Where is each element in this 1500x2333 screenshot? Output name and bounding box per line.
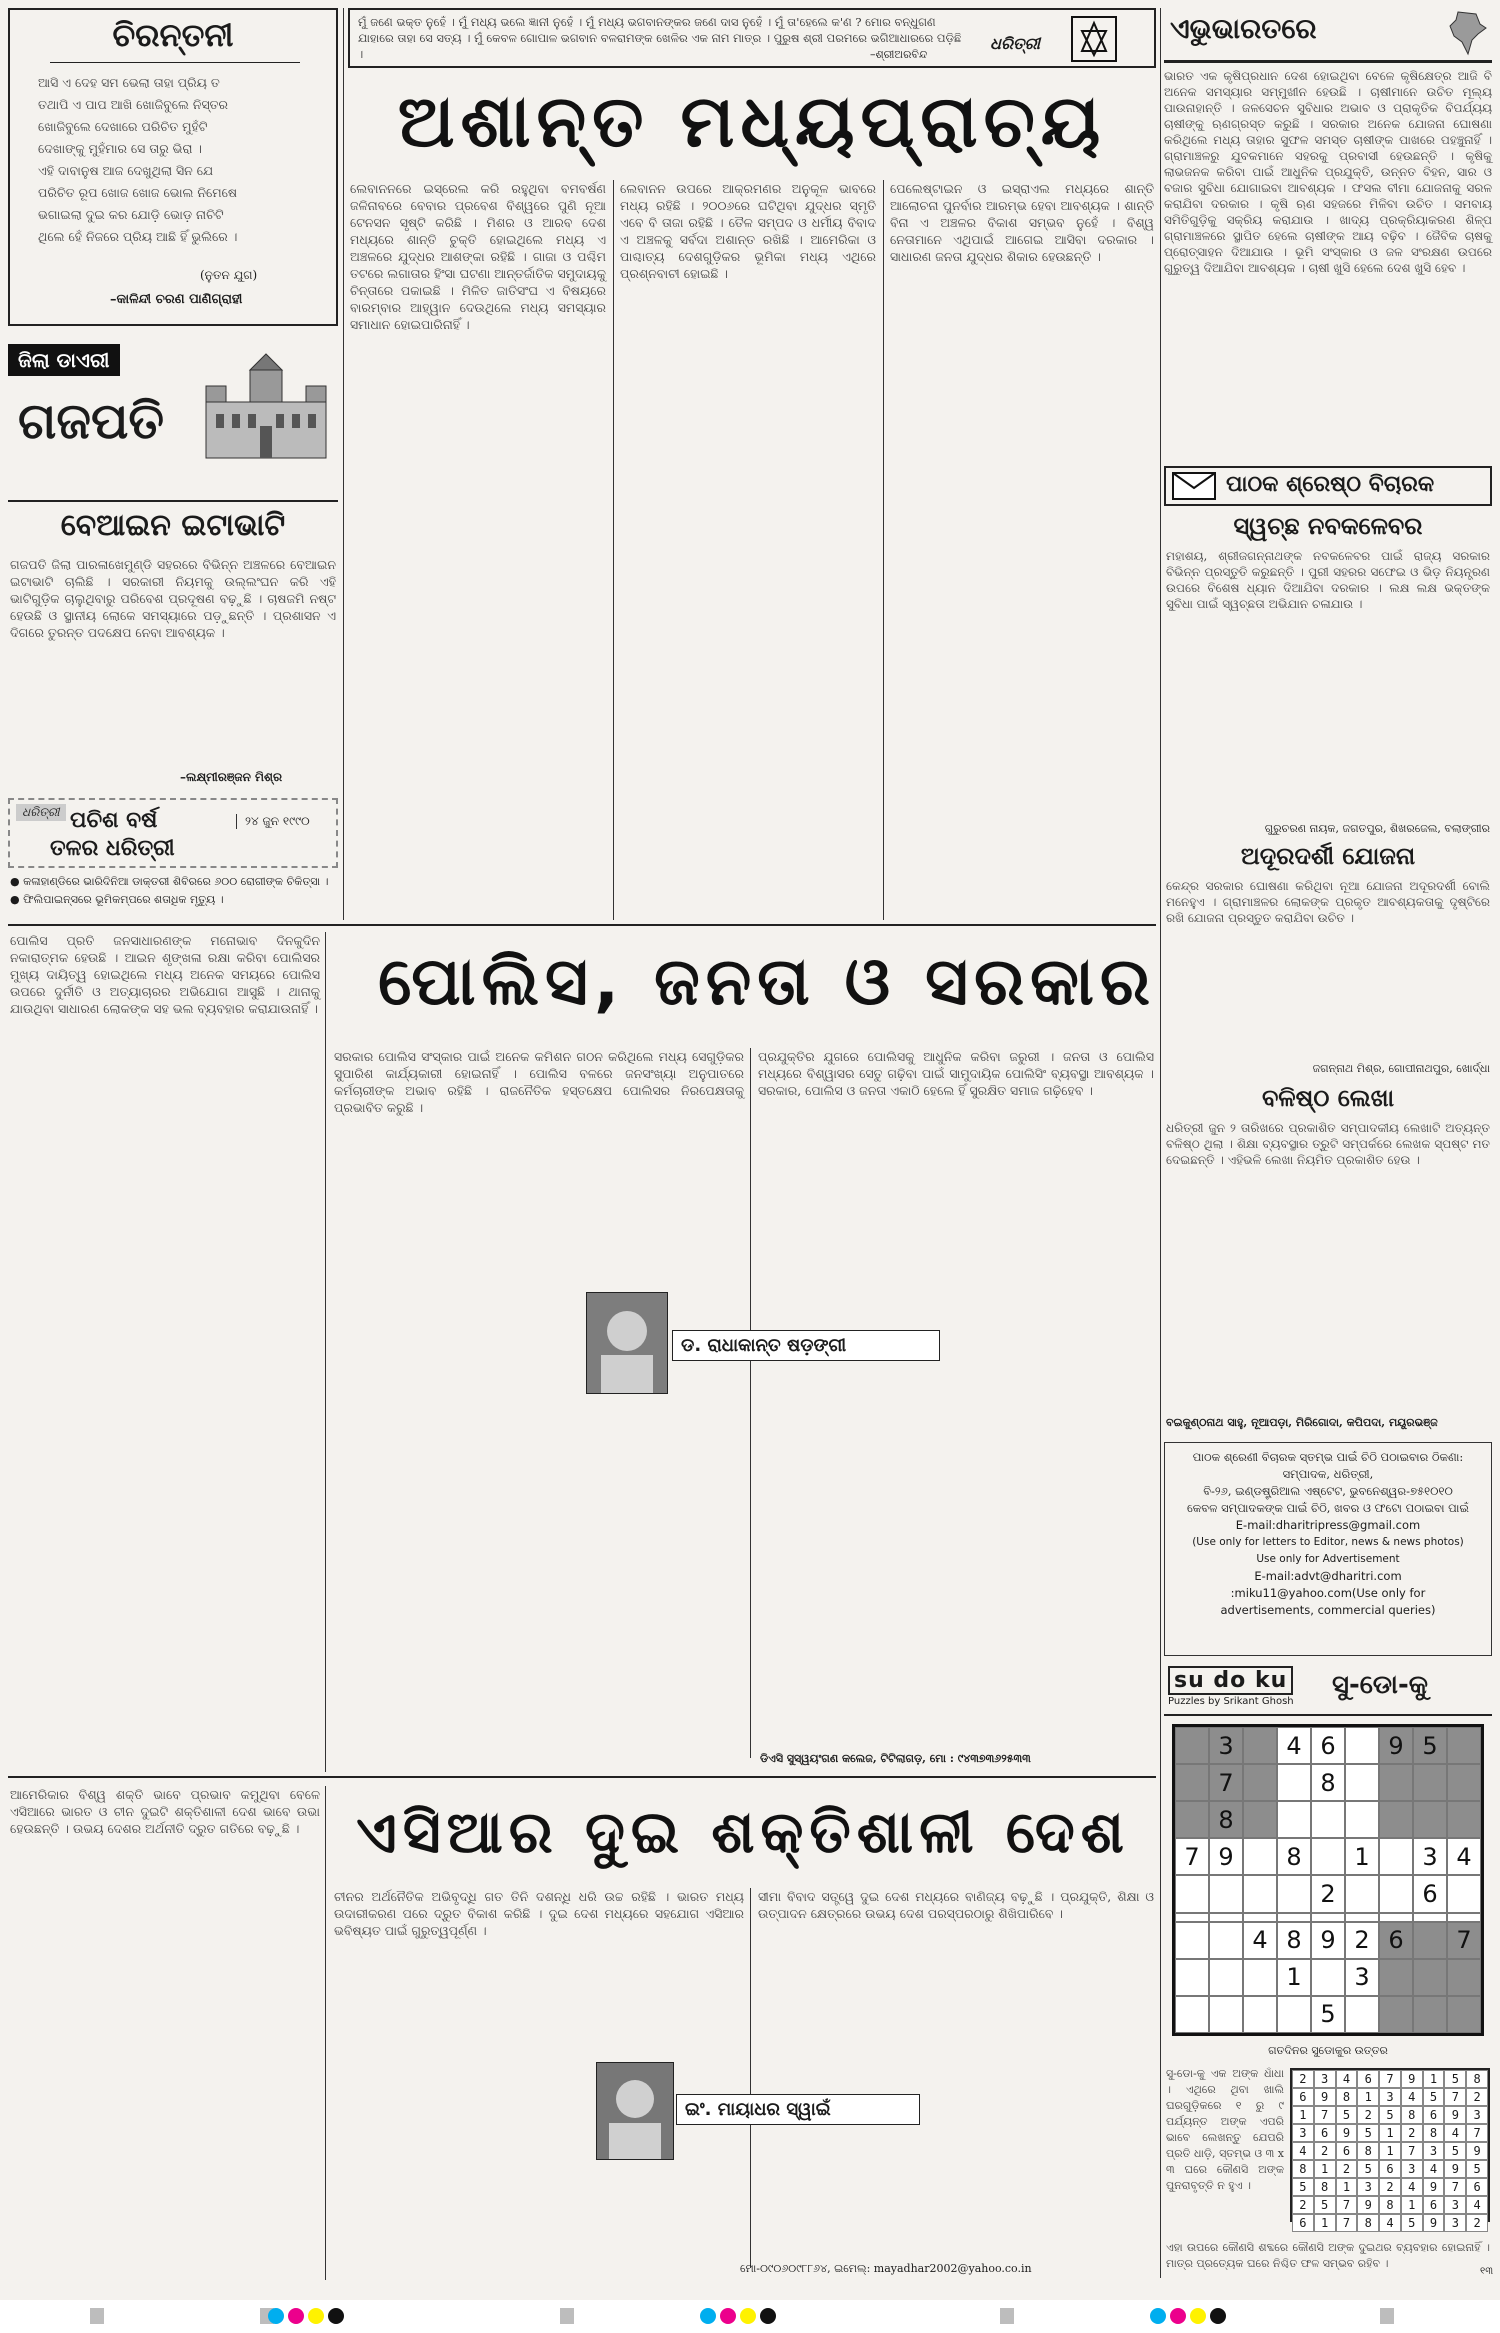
- letter-1-signature: ଗୁରୁଚରଣ ନାୟକ, ଜଗତପୁର, ଶିଖରଜେଲ, ବଲାଙ୍ଗୀର: [1264, 822, 1490, 835]
- sudoku-solution-cell: 5: [1357, 2124, 1379, 2142]
- sudoku-solution-cell: 7: [1444, 2088, 1466, 2106]
- sudoku-solution-cell: 9: [1357, 2196, 1379, 2214]
- sudoku-cell: [1277, 1801, 1311, 1838]
- black-reg-mark-icon: [328, 2308, 344, 2324]
- sudoku-solution-cell: 4: [1466, 2196, 1488, 2214]
- advt-email-label: Use only for Advertisement: [1256, 1553, 1400, 1565]
- sudoku-cell: [1345, 1764, 1379, 1801]
- sudoku-cell: [1379, 1959, 1413, 1996]
- chirantani-poem: ଆସି ଏ ଦେହ ସମ ଭେଲା ତାହା ପ୍ରିୟ ତ ତଥାପି ଏ ପାପ ଆଖି ଖୋଜିବୁଲେ ନିସ୍ତର ଖୋଜିବୁଲେ ଦେଖାରେ ପରିଚିତ ମୁହଁଟି ଦେଖାଙ୍କୁ ମୁହଁମାର ସେ ତାରୁ ଭିରା । ଏହି ଦାବାନୁଷ ଆଜ ଦେଖୁଥିଲା ସିନ ଯେ ପରିଚିତ ରୂପ ଖୋଜ ଖୋଜ ଭୋଲ ନିମେଷେ ଭଗାଇଲା ଦୁଇ କର ଯୋଡ଼ି ଭୋଡ଼ ନାଚିଟି ଥିଲେ ହେଁ ନିଜରେ ପ୍ରିୟ ଆଛି ହିଁ ଭୁଲିରେ ।: [38, 75, 238, 244]
- sudoku-solution-cell: 5: [1423, 2088, 1445, 2106]
- sudoku-solution-cell: 4: [1401, 2088, 1423, 2106]
- article-3-contact: ମୋ-୦୯୦୬୦୯୮୮୬୪, ଇମେଲ୍: mayadhar2002@yahoo.co.in: [740, 2262, 1032, 2275]
- sudoku-cell: [1175, 1922, 1209, 1959]
- sudoku-solution-cell: 4: [1423, 2160, 1445, 2178]
- chirantani-box: [8, 8, 338, 326]
- sudoku-solution-cell: 5: [1357, 2160, 1379, 2178]
- letter-3-title: ବଳିଷ୍ଠ ଲେଖା: [1261, 1084, 1395, 1112]
- pachisa-title-2: ତଳର ଧରିତ୍ରୀ: [50, 836, 175, 861]
- sudoku-cell: [1311, 1959, 1345, 1996]
- sudoku-cell: 8: [1311, 1764, 1345, 1801]
- sudoku-cell: [1175, 1875, 1209, 1912]
- sudoku-solution-cell: 6: [1423, 2196, 1445, 2214]
- sudoku-cell: [1447, 1959, 1481, 1996]
- sudoku-cell: 6: [1413, 1875, 1447, 1912]
- sudoku-solution-cell: 1: [1379, 2142, 1401, 2160]
- sudoku-cell: 1: [1345, 1838, 1379, 1875]
- sudoku-solution-cell: 6: [1292, 2214, 1314, 2232]
- sudoku-cell: [1345, 1913, 1379, 1922]
- sudoku-cell: [1413, 1996, 1447, 2033]
- article-1-col-1: ଲେବାନନରେ ଇସ୍ରେଲ କରି ରହୁଥିବା ବମବର୍ଷଣ ଜଳିନାବରେ ବେବାର ପ୍ରବେଶ ବିଶ୍ୱରେ ପୁଣି ନୂଆ ଟେନସନ ସୃଷ୍ଟି କରିଛି । ମିଶର ଓ ଆରବ ଦେଶ ମଧ୍ୟରେ ଶାନ୍ତି ଚୁକ୍ତି ହୋଇଥିଲେ ମଧ୍ୟ ଏ ଅଞ୍ଚଳରେ ଯୁଦ୍ଧର ଆଶଙ୍କା ରହିଛି । ଗାଜା ଓ ପଶ୍ଚିମ ତଟରେ ଲଗାତାର ହିଂସା ଘଟଣା ଆନ୍ତର୍ଜାତିକ ସମୁଦାୟକୁ ଚିନ୍ତାରେ ପକାଇଛି । ମିଳିତ ଜାତିସଂଘ ଏ ବିଷୟରେ ବାରମ୍ବାର ଆହ୍ୱାନ ଦେଉଥିଲେ ମଧ୍ୟ ସମସ୍ୟାର ସମାଧାନ ହୋଇପାରିନାହିଁ ।: [350, 181, 610, 332]
- sudoku-solution-cell: 7: [1379, 2070, 1401, 2088]
- sudoku-cell: [1243, 1838, 1277, 1875]
- sudoku-cell: [1379, 1913, 1413, 1922]
- district-name: ଗଜପତି: [18, 392, 164, 450]
- sudoku-solution-cell: 3: [1423, 2142, 1445, 2160]
- ajira-bharat-title: ଏଭୁଭାରତରେ: [1170, 12, 1317, 45]
- sudoku-solution-cell: 4: [1379, 2214, 1401, 2232]
- sudoku-cell: [1311, 1838, 1345, 1875]
- sudoku-cell: 3: [1413, 1838, 1447, 1875]
- sudoku-solution-cell: 1: [1357, 2088, 1379, 2106]
- sudoku-cell: [1209, 1959, 1243, 1996]
- jilla-diary-subhead: ବେଆଇନ ଇଟାଭାଟି: [60, 508, 286, 543]
- sudoku-cell: 5: [1311, 1996, 1345, 2033]
- article-2-headline: ପୋଲିସ, ଜନତା ଓ ସରକାର: [378, 943, 1156, 1020]
- pachisa-note-2: ● ଫିଲିପାଇନ୍ସରେ ଭୂମିକମ୍ପରେ ଶତାଧିକ ମୃତ୍ୟୁ ।: [10, 893, 224, 906]
- article-2-col-1: ପୋଲିସ ପ୍ରତି ଜନସାଧାରଣଙ୍କ ମନୋଭାବ ଦିନକୁଦିନ ନକାରାତ୍ମକ ହେଉଛି । ଆଇନ ଶୃଙ୍ଖଳା ରକ୍ଷା କରିବା ପୋଲିସର ମୁଖ୍ୟ ଦାୟିତ୍ୱ ହୋଇଥିଲେ ମଧ୍ୟ ଅନେକ ସମୟରେ ପୋଲିସ ଉପରେ ଦୁର୍ନୀତି ଓ ଅତ୍ୟାଚାରର ଅଭିଯୋଗ ଆସୁଛି । ଥାନାକୁ ଯାଉଥିବା ସାଧାରଣ ଲୋକଙ୍କ ସହ ଭଲ ବ୍ୟବହାର କରାଯାଉନାହିଁ ।: [10, 933, 324, 1016]
- sudoku-solution-cell: 1: [1379, 2124, 1401, 2142]
- letter-2-body: କେନ୍ଦ୍ର ସରକାର ଘୋଷଣା କରିଥିବା ନୂଆ ଯୋଜନା ଅଦୂରଦର୍ଶୀ ବୋଲି ମନେହୁଏ । ଗ୍ରାମାଞ୍ଚଳର ଲୋକଙ୍କ ପ୍ରକୃତ ଆବଶ୍ୟକତାକୁ ଦୃଷ୍ଟିରେ ରଖି ଯୋଜନା ପ୍ରସ୍ତୁତ କରାଯିବା ଉଚିତ ।: [1166, 879, 1494, 925]
- letter-3-body: ଧରିତ୍ରୀ ଜୁନ ୨ ତାରିଖରେ ପ୍ରକାଶିତ ସମ୍ପାଦକୀୟ ଲେଖାଟି ଅତ୍ୟନ୍ତ ବଳିଷ୍ଠ ଥିଲା । ଶିକ୍ଷା ବ୍ୟବସ୍ଥାର ତ୍ରୁଟି ସମ୍ପର୍କରେ ଲେଖକ ସ୍ପଷ୍ଟ ମତ ଦେଇଛନ୍ତି । ଏହିଭଳି ଲେଖା ନିୟମିତ ପ୍ରକାଶିତ ହେଉ ।: [1166, 1121, 1494, 1167]
- pathaka-title: ପାଠକ ଶ୍ରେଷ୍ଠ ବିଚାରକ: [1226, 472, 1435, 497]
- sudoku-cell: 1: [1277, 1959, 1311, 1996]
- sudoku-cell: 2: [1345, 1922, 1379, 1959]
- sudoku-cell: [1345, 1875, 1379, 1912]
- ajira-bharat-header: [1164, 8, 1492, 63]
- contact-line-3: କେବଳ ସମ୍ପାଦକଙ୍କ ପାଇଁ ଚିଠି, ଖବର ଓ ଫଟୋ ପଠାଇବା ପାଇଁ: [1187, 1501, 1469, 1515]
- sudoku-cell: [1209, 1913, 1243, 1922]
- sudoku-solution-cell: 5: [1401, 2214, 1423, 2232]
- sudoku-solution-cell: 6: [1292, 2088, 1314, 2106]
- chirantani-poet: –କାଳିନ୍ଦୀ ଚରଣ ପାଣିଗ୍ରାହୀ: [110, 292, 243, 307]
- sudoku-cell: [1345, 1996, 1379, 2033]
- sudoku-cell: [1243, 1996, 1277, 2033]
- sudoku-header: [1164, 1664, 1492, 1716]
- sudoku-cell: [1447, 1913, 1481, 1922]
- sudoku-solution-cell: 5: [1336, 2106, 1358, 2124]
- sudoku-solution-cell: 2: [1379, 2178, 1401, 2196]
- pachisa-barsha-box: [8, 798, 338, 868]
- envelope-icon: [1172, 472, 1216, 500]
- sudoku-cell: [1243, 1764, 1277, 1801]
- article-2-author: ଡ. ରାଧାକାନ୍ତ ଷଡ଼ଙ୍ଗୀ: [672, 1330, 940, 1361]
- cyan-reg-mark-icon: [268, 2308, 284, 2324]
- editor-email-note: (Use only for letters to Editor, news & news photos): [1192, 1536, 1464, 1548]
- chirantani-source: (ନୁତନ ଯୁଗ): [200, 268, 258, 282]
- sudoku-solution-cell: 2: [1401, 2124, 1423, 2142]
- sudoku-solution-cell: 9: [1444, 2160, 1466, 2178]
- article-3-col-2: ଚୀନର ଅର୍ଥନୈତିକ ଅଭିବୃଦ୍ଧି ଗତ ତିନି ଦଶନ୍ଧି ଧରି ଉଚ୍ଚ ରହିଛି । ଭାରତ ମଧ୍ୟ ଉଦାରୀକରଣ ପରେ ଦ୍ରୁତ ବିକାଶ କରିଛି । ଦୁଇ ଦେଶ ମଧ୍ୟରେ ସହଯୋଗ ଏସିଆର ଭବିଷ୍ୟତ ପାଇଁ ଗୁରୁତ୍ୱପୂର୍ଣ୍ଣ ।: [334, 1889, 748, 1938]
- sudoku-cell: [1379, 1996, 1413, 2033]
- sudoku-solution-cell: 3: [1466, 2106, 1488, 2124]
- jilla-diary-box: [8, 344, 338, 494]
- author-photo-asia: [596, 2062, 674, 2160]
- registration-strip: [0, 2300, 1500, 2333]
- sudoku-solution-cell: 8: [1379, 2196, 1401, 2214]
- sudoku-cell: [1277, 1875, 1311, 1912]
- sudoku-cell: [1413, 1913, 1447, 1922]
- sudoku-cell: [1413, 1764, 1447, 1801]
- sudoku-solution-cell: 6: [1379, 2160, 1401, 2178]
- sudoku-solution-cell: 9: [1423, 2214, 1445, 2232]
- advt-email-2[interactable]: :miku11@yahoo.com(Use only for: [1230, 1586, 1426, 1600]
- dharitri-logo: ଧରିତ୍ରୀ: [990, 34, 1040, 53]
- sudoku-solution-cell: 3: [1401, 2160, 1423, 2178]
- sudoku-cell: 5: [1413, 1727, 1447, 1764]
- letter-1-title: ସ୍ୱଚ୍ଛ ନବକଳେବର: [1233, 512, 1423, 540]
- masthead-quote-attribution: –ଶ୍ରୀଅରବିନ୍ଦ: [870, 48, 928, 61]
- sudoku-solution-cell: 3: [1292, 2124, 1314, 2142]
- sudoku-solution-cell: 4: [1444, 2124, 1466, 2142]
- sudoku-solution-cell: 5: [1314, 2196, 1336, 2214]
- sudoku-cell: [1243, 1875, 1277, 1912]
- masthead-quote-box: [348, 8, 1156, 68]
- sudoku-solution-cell: 7: [1314, 2106, 1336, 2124]
- sudoku-cell: [1243, 1913, 1277, 1922]
- sudoku-instructions: ସୁ-ଡୋ-କୁ ଏକ ଅଙ୍କ ଧାଁଧା । ଏଥିରେ ଥିବା ଖାଲି ଘରଗୁଡ଼ିକରେ ୧ ରୁ ୯ ପର୍ଯ୍ୟନ୍ତ ଅଙ୍କ ଏପରି ଭାବେ ଲେଖନ୍ତୁ ଯେପରି ପ୍ରତି ଧାଡ଼ି, ସ୍ତମ୍ଭ ଓ ୩ x ୩ ଘରେ କୌଣସି ଅଙ୍କ ପୁନରାବୃତ୍ତି ନ ହୁଏ ।: [1166, 2067, 1288, 2192]
- advt-email-2-note: advertisements, commercial queries): [1220, 1603, 1436, 1617]
- sudoku-cell: 2: [1311, 1875, 1345, 1912]
- sudoku-solution-cell: 2: [1357, 2106, 1379, 2124]
- sudoku-solution-cell: 2: [1292, 2196, 1314, 2214]
- sudoku-solution-cell: 1: [1401, 2196, 1423, 2214]
- sudoku-cell: [1447, 1764, 1481, 1801]
- jilla-diary-label: ଜିଲା ଡାଏରୀ: [8, 344, 120, 376]
- sudoku-solution-cell: 9: [1423, 2178, 1445, 2196]
- sudoku-solution-cell: 9: [1466, 2142, 1488, 2160]
- sudoku-cell: [1277, 1913, 1311, 1922]
- sudoku-byline: Puzzles by Srikant Ghosh: [1168, 1696, 1294, 1707]
- article-3-author: ଇଂ. ମାୟାଧର ସ୍ୱାଇଁ: [676, 2094, 920, 2125]
- sudoku-logo: su do ku: [1168, 1666, 1293, 1695]
- sudoku-cell: [1379, 1764, 1413, 1801]
- magenta-reg-mark-icon: [288, 2308, 304, 2324]
- sudoku-solution-cell: 9: [1444, 2106, 1466, 2124]
- sudoku-odia-title: ସୁ-ଡୋ-କୁ: [1332, 1670, 1428, 1700]
- sudoku-solution-cell: 7: [1336, 2214, 1358, 2232]
- sudoku-solution-cell: 8: [1466, 2070, 1488, 2088]
- sudoku-cell: [1209, 1922, 1243, 1959]
- contact-line-2: ବି-୨୬, ଇଣ୍ଡଷ୍ଟ୍ରିଆଲ ଏଷ୍ଟେଟ, ଭୁବନେଶ୍ୱର-୭୫୧୦୧୦: [1203, 1484, 1453, 1498]
- masthead-quote-text: ମୁଁ ଜଣେ ଭକ୍ତ ନୁହେଁ । ମୁଁ ମଧ୍ୟ ଭଲେ ଜ୍ଞାନୀ ନୁହେଁ । ମୁଁ ମଧ୍ୟ ଭଗବାନଙ୍କର ଜଣେ ଦାସ ନୁହେଁ । ମୁଁ ତା'ହେଲେ କ'ଣ ? ମୋର ବନ୍ଧୁଗଣ ଯାହାରେ ତାହା ସେ ସତ୍ୟ । ମୁଁ କେବଳ ଗୋପାଳ ଭଗବାନ ବଳରାମଙ୍କ ଖେଳିର ଏକ ନାମ ମାତ୍ର । ପୁରୁଷ ଶ୍ରୀ ପରମରେ ଭଗିଆଧାରରେ ପଡ଼ିଛି ।: [358, 15, 962, 61]
- sudoku-cell: [1447, 1875, 1481, 1912]
- contact-intro: ପାଠକ ଶ୍ରେଣୀ ବିଚାରକ ସ୍ତମ୍ଭ ପାଇଁ ଚିଠି ପଠାଇବାର ଠିକଣା:: [1192, 1450, 1464, 1464]
- ajira-bharat-body: ଭାରତ ଏକ କୃଷିପ୍ରଧାନ ଦେଶ ହୋଇଥିବା ବେଳେ କୃଷିକ୍ଷେତ୍ର ଆଜି ବି ଅନେକ ସମସ୍ୟାର ସମ୍ମୁଖୀନ ହେଉଛି । ଚାଷୀମାନେ ଉଚିତ ମୂଲ୍ୟ ପାଉନାହାନ୍ତି । ଜଳସେଚନ ସୁବିଧାର ଅଭାବ ଓ ପ୍ରାକୃତିକ ବିପର୍ଯ୍ୟୟ ଚାଷୀଙ୍କୁ ଋଣଗ୍ରସ୍ତ କରୁଛି । ସରକାର ଅନେକ ଯୋଜନା ଘୋଷଣା କରିଥିଲେ ମଧ୍ୟ ତାହାର ସୁଫଳ ସମସ୍ତ ଚାଷୀଙ୍କ ପାଖରେ ପହଞ୍ଚୁନାହିଁ । ଗ୍ରାମାଞ୍ଚଳରୁ ଯୁବକମାନେ ସହରକୁ ପ୍ରବାସୀ ହେଉଛନ୍ତି । କୃଷିକୁ ଲାଭଜନକ କରିବା ପାଇଁ ଆଧୁନିକ ପ୍ରଯୁକ୍ତି, ଉନ୍ନତ ବିହନ, ସାର ଓ ବଜାର ସୁବିଧା ଯୋଗାଇବା ଆବଶ୍ୟକ । ଫସଲ ବୀମା ଯୋଜନାକୁ ସରଳ କରାଯିବା ଦରକାର । କୃଷି ଋଣ ସହଜରେ ମିଳିବା ଉଚିତ । ସମବାୟ ସମିତିଗୁଡ଼ିକୁ ସକ୍ରିୟ କରାଯାଉ । ଖାଦ୍ୟ ପ୍ରକ୍ରିୟାକରଣ ଶିଳ୍ପ ଗ୍ରାମାଞ୍ଚଳରେ ସ୍ଥାପିତ ହେଲେ ଚାଷୀଙ୍କ ଆୟ ବଢ଼ିବ । ଜୈବିକ ଚାଷକୁ ପ୍ରୋତ୍ସାହନ ଦିଆଯାଉ । ଭୂମି ସଂସ୍କାର ଓ ଜଳ ସଂରକ୍ଷଣ ଉପରେ ଗୁରୁତ୍ୱ ଦିଆଯିବା ଆବଶ୍ୟକ । ଚାଷୀ ଖୁସି ହେଲେ ଦେଶ ଖୁସି ହେବ ।: [1164, 69, 1496, 275]
- sudoku-cell: [1243, 1727, 1277, 1764]
- sudoku-cell: 4: [1243, 1922, 1277, 1959]
- page-number: ୧୩: [1480, 2266, 1494, 2277]
- sudoku-solution-cell: 3: [1379, 2088, 1401, 2106]
- sudoku-cell: 7: [1175, 1838, 1209, 1875]
- sudoku-solution-cell: 3: [1444, 2214, 1466, 2232]
- sudoku-cell: 8: [1277, 1922, 1311, 1959]
- sudoku-cell: [1379, 1801, 1413, 1838]
- sudoku-solution-cell: 2: [1336, 2160, 1358, 2178]
- article-2-col-2: ସରକାର ପୋଲିସ ସଂସ୍କାର ପାଇଁ ଅନେକ କମିଶନ ଗଠନ କରିଥିଲେ ମଧ୍ୟ ସେଗୁଡ଼ିକର ସୁପାରିଶ କାର୍ଯ୍ୟକାରୀ ହୋଇନାହିଁ । ପୋଲିସ ବଳରେ ଜନସଂଖ୍ୟା ଅନୁପାତରେ କର୍ମଚାରୀଙ୍କ ଅଭାବ ରହିଛି । ରାଜନୈତିକ ହସ୍ତକ୍ଷେପ ପୋଲିସର ନିରପେକ୍ଷତାକୁ ପ୍ରଭାବିତ କରୁଛି ।: [334, 1049, 748, 1115]
- chirantani-title: ଚିରନ୍ତନୀ: [112, 16, 234, 54]
- sudoku-solution-cell: 8: [1401, 2106, 1423, 2124]
- sudoku-cell: 9: [1311, 1922, 1345, 1959]
- sudoku-cell: [1243, 1801, 1277, 1838]
- sudoku-solution-cell: 8: [1314, 2178, 1336, 2196]
- sudoku-cell: [1447, 1996, 1481, 2033]
- sudoku-cell: 8: [1277, 1838, 1311, 1875]
- jilla-diary-author: –ଲକ୍ଷ୍ମୀରଞ୍ଜନ ମିଶ୍ର: [180, 770, 283, 784]
- sudoku-cell: 6: [1379, 1922, 1413, 1959]
- sudoku-solution-cell: 7: [1466, 2124, 1488, 2142]
- sudoku-solution-cell: 9: [1401, 2070, 1423, 2088]
- article-2-author-address: ଡିଏସି ସୁସ୍ୱୟଂଗଣ କଲେଜ, ଟିଟିଲାଗଡ଼, ମୋ : ୯୪୩୭୩୬୨୫୩୩: [760, 1752, 1031, 1765]
- sudoku-solution-grid: [1290, 2068, 1490, 2230]
- pachisa-note-1: ● କଳାହାଣ୍ଡିରେ ଭାରିଦିନିଆ ଡାକ୍ତରୀ ଶିବିରରେ ୬୦୦ ରୋଗୀଙ୍କ ଚିକିତ୍ସା ।: [10, 875, 329, 888]
- sudoku-answer-caption: ଗତଦିନର ସୁଡୋକୁର ଉତ୍ତର: [1268, 2044, 1388, 2057]
- sudoku-cell: [1447, 1801, 1481, 1838]
- sudoku-cell: [1447, 1727, 1481, 1764]
- sudoku-cell: 4: [1277, 1727, 1311, 1764]
- sudoku-solution-cell: 6: [1336, 2142, 1358, 2160]
- star-emblem-icon: [1068, 15, 1120, 63]
- sudoku-cell: 7: [1209, 1764, 1243, 1801]
- sudoku-solution-cell: 8: [1357, 2142, 1379, 2160]
- sudoku-solution-cell: 1: [1314, 2214, 1336, 2232]
- india-map-icon: [1446, 10, 1488, 56]
- letter-1-body: ମହାଶୟ, ଶ୍ରୀଜଗନ୍ନାଥଙ୍କ ନବକଳେବର ପାଇଁ ରାଜ୍ୟ ସରକାର ବିଭିନ୍ନ ପ୍ରସ୍ତୁତି କରୁଛନ୍ତି । ପୁରୀ ସହରର ସଫେଇ ଓ ଭିଡ଼ ନିୟନ୍ତ୍ରଣ ଉପରେ ବିଶେଷ ଧ୍ୟାନ ଦିଆଯିବା ଦରକାର । ଲକ୍ଷ ଲକ୍ଷ ଭକ୍ତଙ୍କ ସୁବିଧା ପାଇଁ ସ୍ୱଚ୍ଛତା ଅଭିଯାନ ଚଳାଯାଉ ।: [1166, 549, 1494, 611]
- pachisa-date: ୨୪ ଜୁନ ୧୯୯୦: [236, 814, 335, 829]
- sudoku-solution-cell: 2: [1292, 2070, 1314, 2088]
- sudoku-solution-cell: 5: [1444, 2142, 1466, 2160]
- author-photo-polish: [586, 1292, 668, 1394]
- sudoku-solution-cell: 8: [1336, 2088, 1358, 2106]
- sudoku-solution-cell: 7: [1401, 2142, 1423, 2160]
- sudoku-solution-cell: 8: [1292, 2160, 1314, 2178]
- pathaka-header: [1164, 466, 1492, 506]
- sudoku-solution-cell: 5: [1444, 2070, 1466, 2088]
- sudoku-solution-cell: 5: [1379, 2106, 1401, 2124]
- pachisa-title-1: ପଚିଶ ବର୍ଷ: [70, 808, 158, 833]
- sudoku-solution-cell: 6: [1423, 2106, 1445, 2124]
- sudoku-solution-cell: 1: [1292, 2106, 1314, 2124]
- sudoku-solution-cell: 1: [1423, 2070, 1445, 2088]
- jilla-diary-body: ଗଜପତି ଜିଲା ପାରଳାଖେମୁଣ୍ଡି ସହରରେ ବିଭିନ୍ନ ଅଞ୍ଚଳରେ ବେଆଇନ ଇଟାଭାଟି ଚାଲିଛି । ସରକାରୀ ନିୟମକୁ ଉଲ୍ଲଂଘନ କରି ଏହି ଭାଟିଗୁଡ଼ିକ ଚାଲୁଥିବାରୁ ପରିବେଶ ପ୍ରଦୂଷଣ ବଢ଼ୁଛି । ଚାଷଜମି ନଷ୍ଟ ହେଉଛି ଓ ସ୍ଥାନୀୟ ଲୋକେ ସମସ୍ୟାରେ ପଡ଼ୁଛନ୍ତି । ପ୍ରଶାସନ ଏ ଦିଗରେ ତୁରନ୍ତ ପଦକ୍ଷେପ ନେବା ଆବଶ୍ୟକ ।: [10, 557, 340, 640]
- sudoku-cell: [1311, 1801, 1345, 1838]
- sudoku-cell: [1175, 1727, 1209, 1764]
- sudoku-cell: 7: [1447, 1922, 1481, 1959]
- letter-3-signature: ବଇକୁଣ୍ଠନାଥ ସାହୁ, ନୂଆପଡ଼ା, ମିରିଗୋଦା, କପିପଦା, ମୟୂରଭଞ୍ଜ: [1166, 1416, 1438, 1429]
- sudoku-solution-cell: 3: [1357, 2178, 1379, 2196]
- contact-line-1: ସମ୍ପାଦକ, ଧରିତ୍ରୀ,: [1282, 1467, 1374, 1481]
- sudoku-solution-cell: 2: [1314, 2142, 1336, 2160]
- sudoku-solution-cell: 4: [1336, 2070, 1358, 2088]
- sudoku-footer-note: ଏହା ଉପରେ କୌଣସି ଶବ୍ଦରେ କୌଣସି ଅଙ୍କ ଦୁଇଥର ବ୍ୟବହାର ହୋଇନାହିଁ । ମାତ୍ର ପ୍ରତ୍ୟେକ ଘରେ ନିଶ୍ଚିତ ଫଳ ସମ୍ଭବ ରହିବ ।: [1166, 2241, 1494, 2270]
- sudoku-cell: [1345, 1801, 1379, 1838]
- sudoku-cell: 4: [1447, 1838, 1481, 1875]
- sudoku-cell: [1209, 1996, 1243, 2033]
- pachisa-badge: ଧରିତ୍ରୀ: [16, 804, 66, 821]
- sudoku-solution-cell: 3: [1444, 2196, 1466, 2214]
- article-3-col-1: ଆମେରିକାର ବିଶ୍ୱ ଶକ୍ତି ଭାବେ ପ୍ରଭାବ କମୁଥିବା ବେଳେ ଏସିଆରେ ଭାରତ ଓ ଚୀନ ଦୁଇଟି ଶକ୍ତିଶାଳୀ ଦେଶ ଭାବେ ଉଭା ହେଉଛନ୍ତି । ଉଭୟ ଦେଶର ଅର୍ଥନୀତି ଦ୍ରୁତ ଗତିରେ ବଢ଼ୁଛି ।: [10, 1787, 324, 1836]
- sudoku-cell: [1413, 1959, 1447, 1996]
- sudoku-cell: [1413, 1922, 1447, 1959]
- article-2-col-3: ପ୍ରଯୁକ୍ତିର ଯୁଗରେ ପୋଲିସକୁ ଆଧୁନିକ କରିବା ଜରୁରୀ । ଜନତା ଓ ପୋଲିସ ମଧ୍ୟରେ ବିଶ୍ୱାସର ସେତୁ ଗଢ଼ିବା ପାଇଁ ସାମୁଦାୟିକ ପୋଲିସିଂ ବ୍ୟବସ୍ଥା ଆବଶ୍ୟକ । ସରକାର, ପୋଲିସ ଓ ଜନତା ଏକାଠି ହେଲେ ହିଁ ସୁରକ୍ଷିତ ସମାଜ ଗଢ଼ିହେବ ।: [758, 1049, 1158, 1098]
- sudoku-solution-cell: 8: [1357, 2214, 1379, 2232]
- sudoku-solution-cell: 9: [1314, 2088, 1336, 2106]
- advt-email[interactable]: E-mail:advt@dharitri.com: [1254, 1569, 1402, 1583]
- sudoku-cell: 8: [1209, 1801, 1243, 1838]
- contact-box: [1164, 1442, 1492, 1656]
- sudoku-cell: [1413, 1801, 1447, 1838]
- editor-email[interactable]: E-mail:dharitripress@gmail.com: [1235, 1518, 1421, 1532]
- sudoku-solution-cell: 3: [1314, 2070, 1336, 2088]
- sudoku-cell: 6: [1311, 1727, 1345, 1764]
- letter-2-signature: ଜଗନ୍ନାଥ ମିଶ୍ର, ଗୋପୀନାଥପୁର, ଖୋର୍ଦ୍ଧା: [1312, 1062, 1490, 1075]
- sudoku-cell: [1243, 1959, 1277, 1996]
- article-1-headline: ଅଶାନ୍ତ ମଧ୍ୟପ୍ରାଚ୍ୟ: [397, 79, 1107, 163]
- sudoku-solution-cell: 4: [1292, 2142, 1314, 2160]
- yellow-reg-mark-icon: [308, 2308, 324, 2324]
- article-1-col-3: ପେଲେଷ୍ଟାଇନ ଓ ଇସ୍ରାଏଲ ମଧ୍ୟରେ ଶାନ୍ତି ଆଲୋଚନା ପୁନର୍ବାର ଆରମ୍ଭ ହେବା ଆବଶ୍ୟକ । ଶାନ୍ତି ବିନା ଏ ଅଞ୍ଚଳର ବିକାଶ ସମ୍ଭବ ନୁହେଁ । ବିଶ୍ୱ ନେତାମାନେ ଏଥିପାଇଁ ଆଗେଇ ଆସିବା ଦରକାର । ସାଧାରଣ ଜନତା ଯୁଦ୍ଧର ଶିକାର ହେଉଛନ୍ତି ।: [890, 181, 1158, 264]
- sudoku-cell: [1175, 1801, 1209, 1838]
- sudoku-solution-cell: 8: [1423, 2124, 1445, 2142]
- article-1-col-2: ଲେବାନନ ଉପରେ ଆକ୍ରମଣର ଅନୁକୂଳ ଭାବରେ ମଧ୍ୟ ରହିଛି । ୨୦୦୬ରେ ଘଟିଥିବା ଯୁଦ୍ଧର ସ୍ମୃତି ଏବେ ବି ତାଜା ରହିଛି । ତୈଳ ସମ୍ପଦ ଓ ଧର୍ମୀୟ ବିବାଦ ଏ ଅଞ୍ଚଳକୁ ସର୍ବଦା ଅଶାନ୍ତ ରଖିଛି । ଆମେରିକା ଓ ପାଶ୍ଚାତ୍ୟ ଦେଶଗୁଡ଼ିକର ଭୂମିକା ମଧ୍ୟ ଏଥିରେ ପ୍ରଶ୍ନବାଚୀ ହୋଇଛି ।: [620, 181, 880, 281]
- article-3-headline: ଏସିଆର ଦୁଇ ଶକ୍ତିଶାଳୀ ଦେଶ: [356, 1798, 1130, 1866]
- sudoku-solution-cell: 9: [1336, 2124, 1358, 2142]
- sudoku-cell: [1277, 1996, 1311, 2033]
- sudoku-cell: 3: [1209, 1727, 1243, 1764]
- sudoku-solution-cell: 5: [1466, 2160, 1488, 2178]
- sudoku-solution-cell: 6: [1314, 2124, 1336, 2142]
- sudoku-cell: 9: [1379, 1727, 1413, 1764]
- sudoku-solution-cell: 7: [1336, 2196, 1358, 2214]
- sudoku-solution-cell: 7: [1444, 2178, 1466, 2196]
- sudoku-cell: [1175, 1959, 1209, 1996]
- sudoku-cell: [1175, 1996, 1209, 2033]
- sudoku-cell: [1175, 1764, 1209, 1801]
- sudoku-cell: [1345, 1727, 1379, 1764]
- sudoku-grid: [1172, 1724, 1484, 2036]
- article-3-col-3: ସୀମା ବିବାଦ ସତ୍ତ୍ୱେ ଦୁଇ ଦେଶ ମଧ୍ୟରେ ବାଣିଜ୍ୟ ବଢ଼ୁଛି । ପ୍ରଯୁକ୍ତି, ଶିକ୍ଷା ଓ ଉତ୍ପାଦନ କ୍ଷେତ୍ରରେ ଉଭୟ ଦେଶ ପରସ୍ପରଠାରୁ ଶିଖିପାରିବେ ।: [758, 1889, 1158, 1921]
- sudoku-cell: [1175, 1913, 1209, 1922]
- sudoku-solution-cell: 6: [1466, 2178, 1488, 2196]
- sudoku-cell: [1379, 1875, 1413, 1912]
- sudoku-solution-cell: 1: [1314, 2160, 1336, 2178]
- building-illustration-icon: [198, 352, 334, 462]
- sudoku-solution-cell: 4: [1401, 2178, 1423, 2196]
- sudoku-cell: 9: [1209, 1838, 1243, 1875]
- sudoku-solution-cell: 1: [1336, 2178, 1358, 2196]
- sudoku-solution-cell: 2: [1466, 2214, 1488, 2232]
- sudoku-cell: [1379, 1838, 1413, 1875]
- sudoku-solution-cell: 6: [1357, 2070, 1379, 2088]
- sudoku-solution-cell: 5: [1292, 2178, 1314, 2196]
- sudoku-cell: [1277, 1764, 1311, 1801]
- sudoku-solution-cell: 2: [1466, 2088, 1488, 2106]
- sudoku-cell: 3: [1345, 1959, 1379, 1996]
- sudoku-cell: [1209, 1875, 1243, 1912]
- sudoku-cell: [1311, 1913, 1345, 1922]
- letter-2-title: ଅଦୂରଦର୍ଶୀ ଯୋଜନା: [1240, 842, 1416, 870]
